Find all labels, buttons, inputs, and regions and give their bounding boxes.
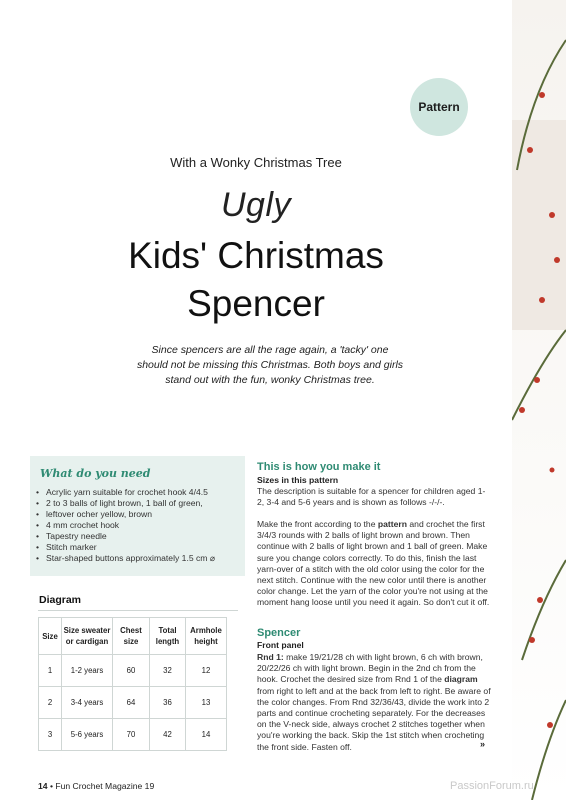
- round-text: from right to left and at the back from left to right. Be aware of the color changes. From Rnd 32/36/43, divide the work into 2 parts and continue crocheting separately. For the decreases on the V-neck side, always crochet 2 stitches together when you're working the back. Skip the 1st stitch when crocheting the front side. Fasten off.: [257, 685, 491, 752]
- article-subtitle: With a Wonky Christmas Tree: [170, 155, 342, 170]
- diagram-divider: [38, 610, 238, 611]
- table-cell: 3-4 years: [62, 687, 113, 719]
- materials-item-continued: • leftover ocher yellow, brown: [34, 509, 244, 520]
- instructions-text: Make the front according to the: [257, 519, 378, 529]
- article-title-line-1: Kids' Christmas: [128, 235, 384, 276]
- table-cell: 42: [150, 719, 186, 751]
- table-header-row: [39, 618, 227, 655]
- pattern-badge-label: Pattern: [418, 100, 460, 114]
- materials-item: • Stitch marker: [34, 542, 244, 553]
- page-footer: [38, 781, 154, 791]
- footer-bullet: •: [49, 781, 53, 791]
- table-row: [39, 655, 227, 687]
- table-cell: 12: [186, 655, 227, 687]
- front-panel-paragraph: [257, 652, 492, 753]
- diagram-heading: Diagram: [39, 594, 82, 606]
- sizes-paragraph: The description is suitable for a spencer for children aged 1-2, 3-4 and 5-6 years and is shown as follows -/-/-.: [257, 486, 486, 508]
- materials-item: • Acrylic yarn suitable for crochet hook 4/4.5: [34, 487, 244, 498]
- materials-heading: What do you need: [40, 467, 151, 480]
- instructions-text: and crochet the first 3/4/3 rounds with 2 balls of light brown and brown. Then continue with 2 balls of light brown and 1 ball of green. Make sure you change colors correctly. To do this, finish the last yarn-over of a stitch with the old color using the color for the next stitch. Continue with the new color until there is another color change. Let the yarn of the color you're not using at the moment hang loose until you need it again. So don't cut it off.: [257, 519, 490, 608]
- table-cell: 13: [186, 687, 227, 719]
- table-header-cell: Total length: [150, 618, 186, 655]
- berry-branches-illustration: [512, 0, 566, 800]
- howto-heading: This is how you make it: [257, 461, 381, 473]
- round-text: make 19/21/28 ch with light brown, 6 ch with brown, 20/22/26 ch with light brown. Begin in the 2nd ch from the hook. Crochet the desired size from Rnd 1 of the: [257, 652, 483, 685]
- table-header-cell: Armhole height: [186, 618, 227, 655]
- materials-item: • Star-shaped buttons approximately 1.5 cm ⌀: [34, 553, 244, 564]
- magazine-name: Fun Crochet Magazine 19: [55, 781, 155, 791]
- page-number: 14: [38, 781, 48, 791]
- table-cell: 70: [113, 719, 150, 751]
- front-panel-heading: Front panel: [257, 640, 304, 650]
- watermark-text: PassionForum.ru: [450, 780, 534, 792]
- table-cell: 5-6 years: [62, 719, 113, 751]
- table-row: [39, 719, 227, 751]
- table-cell: 2: [39, 687, 62, 719]
- intro-line: stand out with the fun, wonky Christmas tree.: [165, 374, 375, 386]
- instructions-paragraph: [257, 519, 492, 609]
- table-header-cell: Size: [39, 618, 62, 655]
- materials-item: • Tapestry needle: [34, 531, 244, 542]
- materials-item-continued: • 2 to 3 balls of light brown, 1 ball of green,: [34, 498, 244, 509]
- decorative-photo-strip: [512, 0, 566, 800]
- diagram-reference: diagram: [444, 674, 478, 685]
- table-cell: 64: [113, 687, 150, 719]
- pattern-badge: [410, 78, 468, 136]
- sizes-heading: Sizes in this pattern: [257, 475, 339, 485]
- continue-arrow-icon: »: [480, 739, 486, 749]
- table-cell: 36: [150, 687, 186, 719]
- table-header-cell: Size sweater or cardigan: [62, 618, 113, 655]
- materials-list: [34, 487, 244, 564]
- article-title-italic: Ugly: [220, 186, 292, 224]
- spencer-heading: Spencer: [257, 627, 301, 639]
- table-cell: 32: [150, 655, 186, 687]
- article-title-line-2: Spencer: [187, 283, 325, 324]
- table-cell: 3: [39, 719, 62, 751]
- table-cell: 14: [186, 719, 227, 751]
- intro-line: Since spencers are all the rage again, a 'tacky' one: [151, 344, 389, 356]
- materials-item: • 4 mm crochet hook: [34, 520, 244, 531]
- table-cell: 1: [39, 655, 62, 687]
- pattern-link-text: pattern: [377, 519, 407, 529]
- table-cell: 60: [113, 655, 150, 687]
- intro-paragraph: [120, 343, 420, 388]
- table-cell: 1-2 years: [62, 655, 113, 687]
- table-row: [39, 687, 227, 719]
- intro-line: should not be missing this Christmas. Both boys and girls: [136, 359, 404, 371]
- table-header-cell: Chest size: [113, 618, 150, 655]
- round-label: Rnd 1:: [257, 652, 284, 662]
- size-table: [38, 617, 227, 751]
